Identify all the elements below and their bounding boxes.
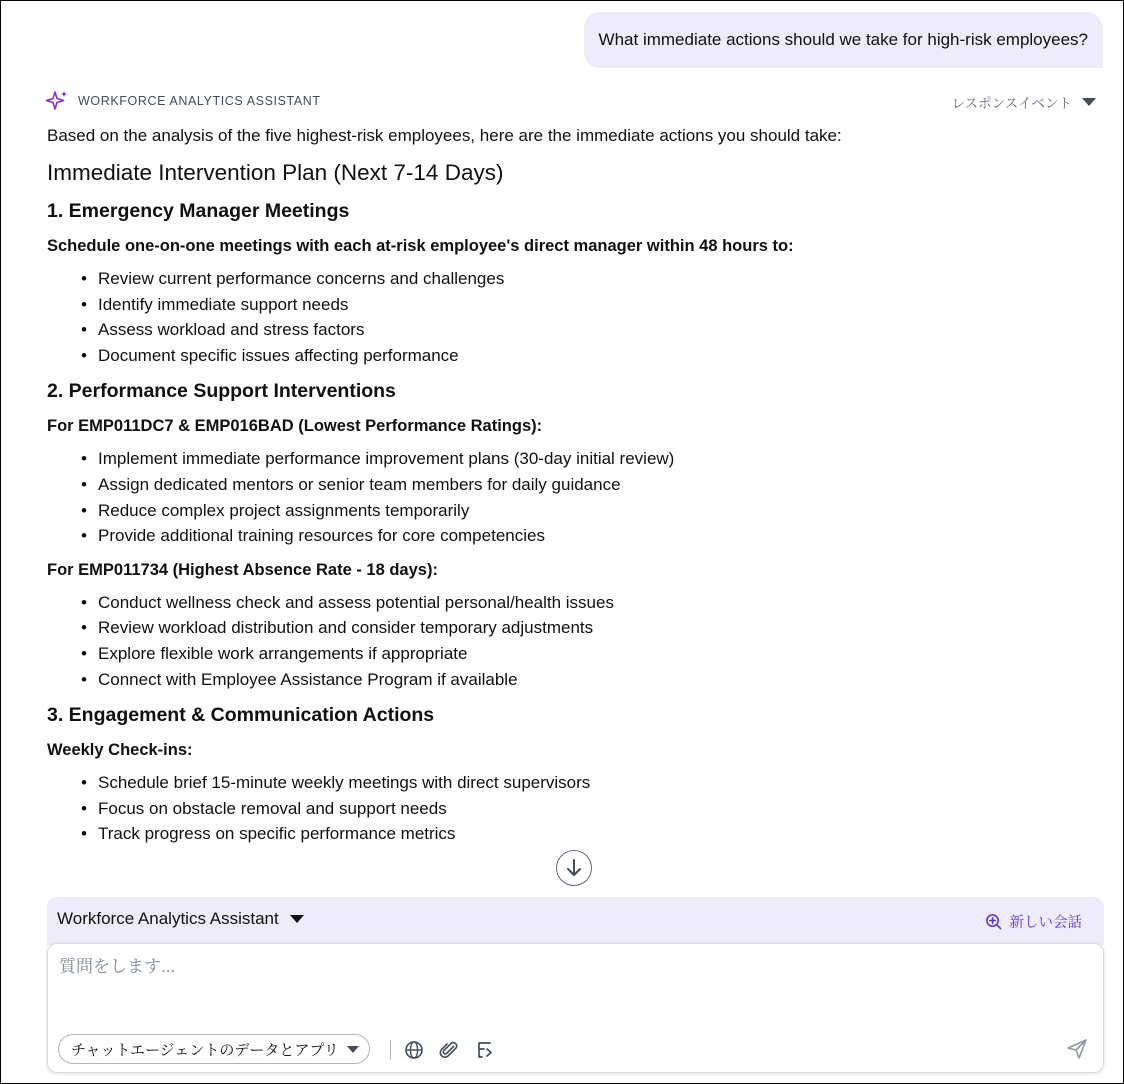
composer-header xyxy=(47,897,1104,945)
list-item: • Review workload distribution and consider temporary adjustments xyxy=(98,615,1087,641)
bullet-list xyxy=(47,266,1087,368)
data-and-apps-selector[interactable] xyxy=(58,1034,370,1064)
section-subheading: For EMP011DC7 & EMP016BAD (Lowest Performance Ratings): xyxy=(47,417,543,436)
user-message-bubble xyxy=(584,12,1103,68)
section-heading: 3. Engagement & Communication Actions xyxy=(47,704,435,727)
caret-down-icon xyxy=(290,915,304,923)
list-item: • Explore flexible work arrangements if appropriate xyxy=(98,641,1087,667)
new-chat-icon xyxy=(985,913,1002,930)
section-subheading: For EMP011734 (Highest Absence Rate - 18 days): xyxy=(47,560,438,579)
attach-file-button[interactable] xyxy=(437,1038,461,1062)
user-message-text: What immediate actions should we take for high-risk employees? xyxy=(598,30,1088,49)
list-item: • Implement immediate performance improvement plans (30-day initial review) xyxy=(98,446,1087,472)
new-chat-button[interactable] xyxy=(985,911,1083,932)
section-subheading: Schedule one-on-one meetings with each at-risk employee's direct manager within 48 hours to: xyxy=(47,237,794,255)
message-input[interactable] xyxy=(59,952,1039,1012)
list-item: • Identify immediate support needs xyxy=(98,292,1087,318)
agent-selector-label: Workforce Analytics Assistant xyxy=(57,909,279,928)
list-item: • Conduct wellness check and assess potential personal/health issues xyxy=(98,590,1087,616)
assistant-response xyxy=(47,121,1087,847)
agent-selector[interactable] xyxy=(57,909,304,929)
arrow-down-icon xyxy=(563,857,585,879)
list-item: • Track progress on specific performance metrics xyxy=(98,821,1087,847)
workflow-icon xyxy=(475,1040,495,1060)
section-heading: 1. Emergency Manager Meetings xyxy=(47,200,350,222)
list-item: • Document specific issues affecting performance xyxy=(98,343,1087,369)
assistant-name: WORKFORCE ANALYTICS ASSISTANT xyxy=(78,94,321,108)
section-subheading: Weekly Check-ins: xyxy=(47,741,193,760)
list-item: • Focus on obstacle removal and support needs xyxy=(98,796,1087,822)
list-item: • Assign dedicated mentors or senior team members for daily guidance xyxy=(98,472,1087,498)
caret-down-icon xyxy=(1082,98,1096,106)
response-events-label: レスポンスイベント xyxy=(951,96,1072,111)
list-item: • Schedule brief 15-minute weekly meetings with direct supervisors xyxy=(98,770,1087,796)
plan-title: Immediate Intervention Plan (Next 7-14 Days) xyxy=(47,160,504,185)
sparkle-icon xyxy=(45,89,69,113)
response-intro: Based on the analysis of the five highest-risk employees, here are the immediate actions you should take: xyxy=(47,126,842,145)
web-search-button[interactable] xyxy=(402,1038,426,1062)
composer-box xyxy=(47,943,1104,1073)
list-item: • Connect with Employee Assistance Program if available xyxy=(98,667,1087,693)
data-and-apps-label: チャットエージェントのデータとアプリ xyxy=(71,1041,339,1059)
toolbar-divider xyxy=(390,1040,391,1060)
bullet-list xyxy=(47,446,1087,548)
list-item: • Reduce complex project assignments temporarily xyxy=(98,498,1087,524)
bullet-list xyxy=(47,770,1087,847)
section-heading: 2. Performance Support Interventions xyxy=(47,380,396,403)
list-item: • Provide additional training resources for core competencies xyxy=(98,523,1087,549)
paperclip-icon xyxy=(439,1040,459,1060)
globe-icon xyxy=(404,1040,424,1060)
send-icon[interactable] xyxy=(1065,1037,1089,1061)
list-item: • Assess workload and stress factors xyxy=(98,317,1087,343)
bullet-list xyxy=(47,590,1087,692)
list-item: • Review current performance concerns and challenges xyxy=(98,266,1087,292)
assistant-header xyxy=(45,89,321,113)
response-events-toggle[interactable] xyxy=(952,92,1096,112)
workflow-button[interactable] xyxy=(473,1038,497,1062)
caret-down-icon xyxy=(347,1046,359,1053)
new-chat-label: 新しい会話 xyxy=(1009,915,1082,931)
scroll-to-bottom-button[interactable] xyxy=(556,850,592,886)
